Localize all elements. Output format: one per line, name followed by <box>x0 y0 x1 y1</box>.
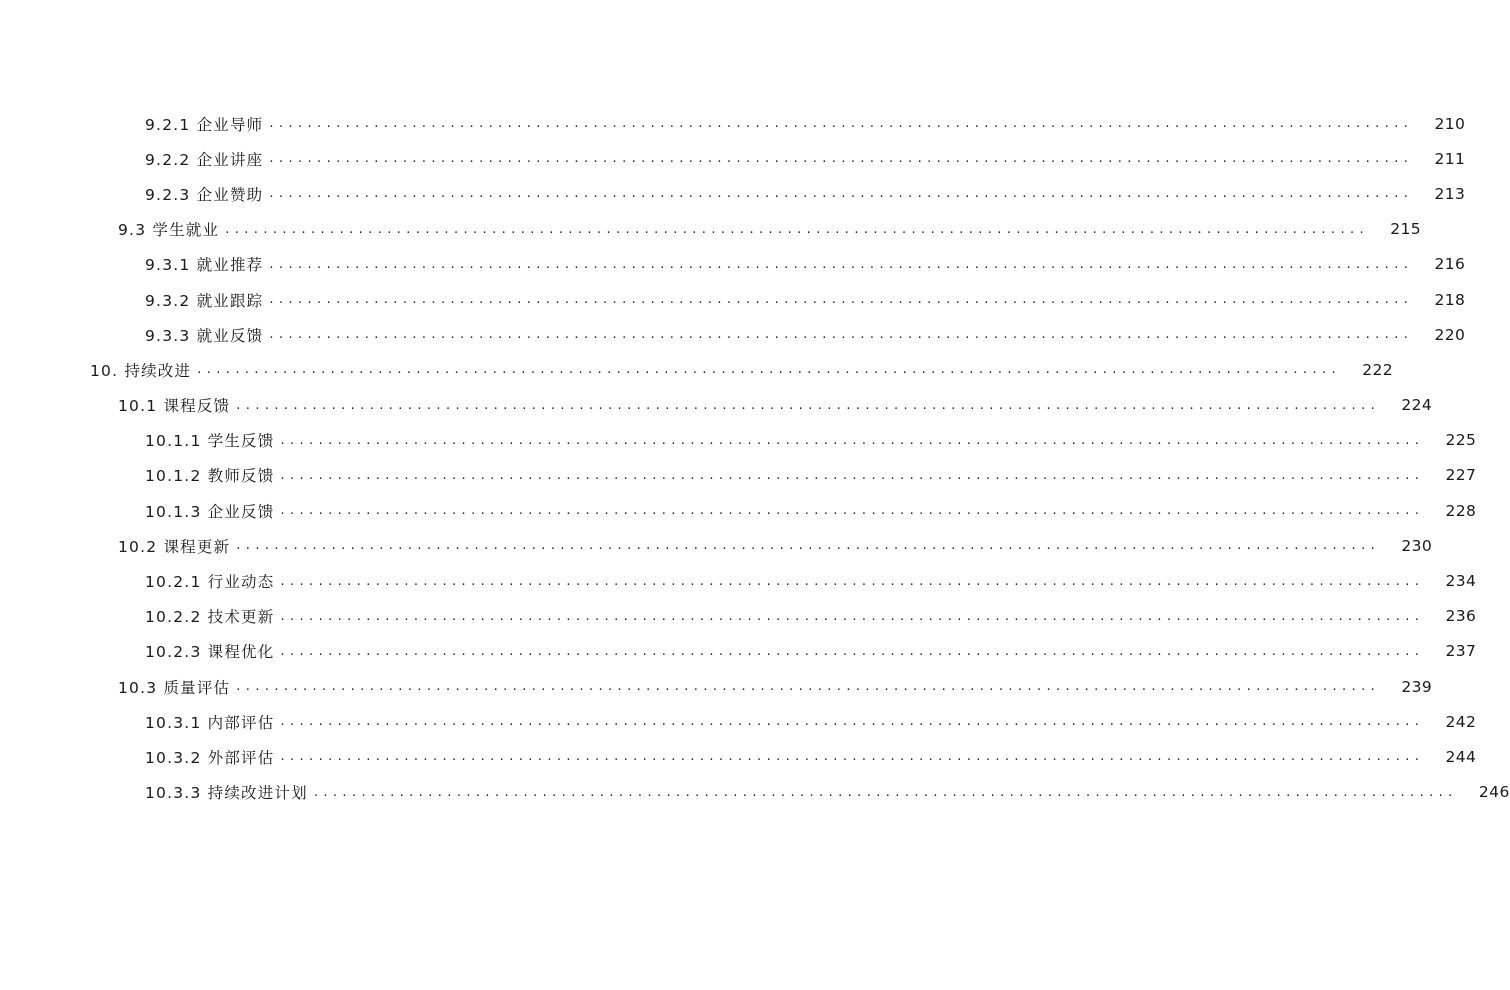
toc-entry-page-number: 224 <box>1401 396 1433 415</box>
dot-leader: ........................................................................................................................ <box>280 467 1425 483</box>
toc-entry-title: 10.1 课程反馈 <box>118 397 231 416</box>
dot-leader: ........................................................................................................................ <box>269 292 1414 308</box>
toc-entry-title: 10.3.2 外部评估 <box>145 748 275 767</box>
toc-entry-title: 9.3.2 就业跟踪 <box>145 291 264 310</box>
dot-leader: ........................................................................................................................ <box>313 784 1458 800</box>
toc-entry-title: 10.1.2 教师反馈 <box>145 467 275 486</box>
toc-entry-page-number: 239 <box>1401 677 1433 696</box>
toc-entry-page-number: 215 <box>1390 220 1422 239</box>
dot-leader: ........................................................................................................................ <box>280 643 1425 659</box>
toc-entry-title: 10. 持续改进 <box>90 361 192 380</box>
toc-entry-page-number: 237 <box>1445 642 1477 661</box>
toc-entry-page-number: 242 <box>1445 712 1477 731</box>
toc-entry[interactable] <box>0 528 1433 563</box>
toc-entry-title: 9.2.2 企业讲座 <box>145 150 264 169</box>
toc-entry[interactable] <box>0 704 1477 739</box>
dot-leader: ........................................................................................................................ <box>280 749 1425 765</box>
dot-leader: ........................................................................................................................ <box>280 503 1425 519</box>
toc-entry-title: 9.2.3 企业赞助 <box>145 185 264 204</box>
toc-entry-page-number: 244 <box>1445 747 1477 766</box>
toc-entry-page-number: 211 <box>1434 149 1466 168</box>
dot-leader: ........................................................................................................................ <box>225 221 1370 237</box>
toc-entry[interactable] <box>0 141 1466 176</box>
dot-leader: ........................................................................................................................ <box>269 151 1414 167</box>
toc-entry-page-number: 222 <box>1362 360 1394 379</box>
toc-entry[interactable] <box>0 493 1477 528</box>
toc-entry[interactable] <box>0 458 1477 493</box>
toc-entry-title: 10.2.3 课程优化 <box>145 643 275 662</box>
toc-entry-page-number: 230 <box>1401 536 1433 555</box>
toc-entry-title: 10.3.3 持续改进计划 <box>145 784 308 803</box>
dot-leader: ........................................................................................................................ <box>197 362 1342 378</box>
dot-leader: ........................................................................................................................ <box>269 256 1414 272</box>
toc-entry-title: 10.1.1 学生反馈 <box>145 432 275 451</box>
toc-entry[interactable] <box>0 352 1394 387</box>
toc-entry-title: 9.3.1 就业推荐 <box>145 256 264 275</box>
toc-entry-page-number: 220 <box>1434 325 1466 344</box>
toc-entry-page-number: 210 <box>1434 114 1466 133</box>
toc-entry[interactable] <box>0 423 1477 458</box>
toc-entry[interactable] <box>0 106 1466 141</box>
toc-entry-title: 9.3 学生就业 <box>118 221 220 240</box>
toc-entry-title: 10.3 质量评估 <box>118 678 231 697</box>
toc-entry-page-number: 236 <box>1445 607 1477 626</box>
toc-entry[interactable] <box>0 669 1433 704</box>
toc-entry-page-number: 228 <box>1445 501 1477 520</box>
toc-entry[interactable] <box>0 599 1477 634</box>
dot-leader: ........................................................................................................................ <box>280 608 1425 624</box>
toc-entry[interactable] <box>0 212 1422 247</box>
toc-entry-page-number: 227 <box>1445 466 1477 485</box>
dot-leader: ........................................................................................................................ <box>236 538 1381 554</box>
toc-entry[interactable] <box>0 282 1466 317</box>
dot-leader: ........................................................................................................................ <box>236 397 1381 413</box>
toc-entry[interactable] <box>0 176 1466 211</box>
dot-leader: ........................................................................................................................ <box>269 186 1414 202</box>
toc-entry-page-number: 225 <box>1445 431 1477 450</box>
toc-entry-page-number: 218 <box>1434 290 1466 309</box>
dot-leader: ........................................................................................................................ <box>280 714 1425 730</box>
table-of-contents <box>0 106 1510 810</box>
toc-entry-title: 9.2.1 企业导师 <box>145 115 264 134</box>
dot-leader: ........................................................................................................................ <box>236 679 1381 695</box>
toc-entry-page-number: 234 <box>1445 572 1477 591</box>
toc-entry-page-number: 213 <box>1434 184 1466 203</box>
toc-entry-title: 10.2.2 技术更新 <box>145 608 275 627</box>
toc-entry-title: 10.1.3 企业反馈 <box>145 502 275 521</box>
toc-entry-page-number: 216 <box>1434 255 1466 274</box>
toc-entry-title: 10.3.1 内部评估 <box>145 713 275 732</box>
toc-entry[interactable] <box>0 317 1466 352</box>
toc-entry[interactable] <box>0 563 1477 598</box>
dot-leader: ........................................................................................................................ <box>280 573 1425 589</box>
toc-entry-page-number: 246 <box>1478 783 1510 802</box>
dot-leader: ........................................................................................................................ <box>280 432 1425 448</box>
toc-entry[interactable] <box>0 739 1477 774</box>
toc-entry[interactable] <box>0 634 1477 669</box>
dot-leader: ........................................................................................................................ <box>269 116 1414 132</box>
toc-entry-title: 10.2.1 行业动态 <box>145 573 275 592</box>
dot-leader: ........................................................................................................................ <box>269 327 1414 343</box>
toc-entry-title: 9.3.3 就业反馈 <box>145 326 264 345</box>
toc-entry-title: 10.2 课程更新 <box>118 537 231 556</box>
toc-entry[interactable] <box>0 247 1466 282</box>
toc-entry[interactable] <box>0 775 1510 810</box>
toc-entry[interactable] <box>0 388 1433 423</box>
